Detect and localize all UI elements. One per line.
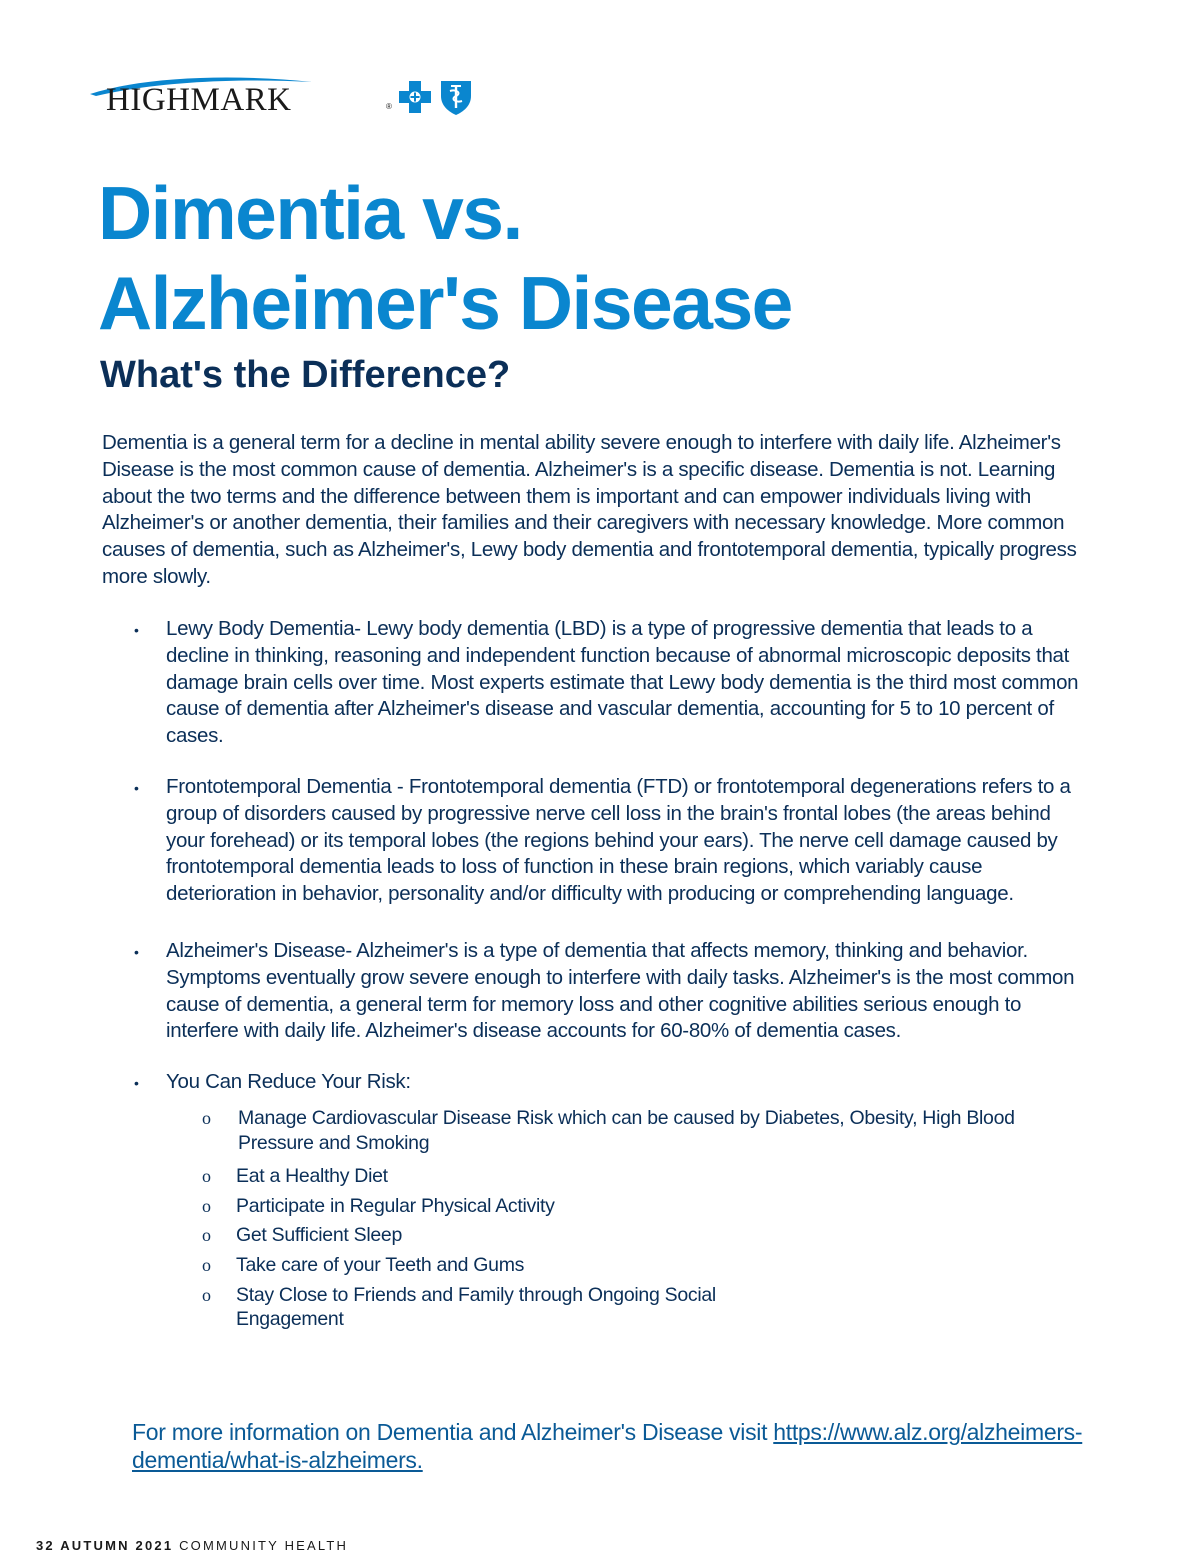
list-item xyxy=(130,774,1090,908)
circle-bullet-icon: o xyxy=(202,1284,211,1305)
bullet-icon: • xyxy=(134,779,139,796)
risk-item xyxy=(202,1223,1090,1248)
risk-item xyxy=(202,1164,1090,1189)
circle-bullet-icon: o xyxy=(202,1107,211,1128)
list-item xyxy=(130,938,1090,1045)
risk-item xyxy=(202,1194,1090,1219)
more-info-text: For more information on Dementia and Alzheimer's Disease visit xyxy=(132,1419,774,1445)
alz-org-link[interactable]: https://www.alz.org/alzheimers-dementia/what-is-alzheimers. xyxy=(132,1419,1083,1473)
risk-item-text: Get Sufficient Sleep xyxy=(236,1224,402,1247)
risk-item xyxy=(202,1283,776,1332)
bullet-icon: • xyxy=(134,1075,139,1092)
page-title xyxy=(98,168,792,348)
circle-bullet-icon: o xyxy=(202,1195,211,1216)
intro-paragraph: Dementia is a general term for a decline in mental ability severe enough to interfere with daily life. Alzheimer's Disease is the most common cause of dementia. Alzheimer's is a specific disease. Dementia is not. Learning about the two terms and the difference between them is important and can empower individuals living with Alzheimer's or another dementia, their families and their caregivers with necessary knowledge. More common causes of dementia, such as Alzheimer's, Lewy body dementia and frontotemporal dementia, typically progress more slowly. xyxy=(102,431,1077,588)
list-item xyxy=(130,1069,1090,1332)
bullet-icon: • xyxy=(134,622,139,638)
page-subtitle: What's the Difference? xyxy=(100,354,511,396)
page-footer xyxy=(36,1538,348,1553)
more-info-paragraph xyxy=(132,1418,1092,1474)
circle-bullet-icon: o xyxy=(202,1254,211,1275)
circle-bullet-icon: o xyxy=(202,1225,211,1246)
dementia-types-list xyxy=(130,616,1090,1337)
bullet-text-lewy-body: Lewy Body Dementia- Lewy body dementia (LBD) is a type of progressive dementia that leads to a decline in thinking, reasoning and independent function because of abnormal microscopic deposits that damage brain cells over time. Most experts estimate that Lewy body dementia is the third most common cause of dementia after Alzheimer's disease and vascular dementia, accounting for 5 to 10 percent of cases. xyxy=(166,617,1079,748)
risk-reduction-list xyxy=(166,1106,1090,1332)
blue-cross-icon xyxy=(398,80,432,114)
title-line-2: Alzheimer's Disease xyxy=(98,261,792,345)
list-item xyxy=(130,616,1090,750)
footer-issue: 32 AUTUMN 2021 xyxy=(36,1538,174,1553)
risk-item xyxy=(202,1106,1090,1155)
bullet-text-frontotemporal: Frontotemporal Dementia - Frontotemporal dementia (FTD) or frontotemporal degenerations refers to a group of disorders caused by progressive nerve cell loss in the brain's frontal lobes (the areas behind your forehead) or its temporal lobes (the regions behind your ears). The nerve cell damage caused by frontotemporal dementia leads to loss of function in these brain regions, which variably cause deterioration in behavior, personality and/or difficulty with producing or comprehending language. xyxy=(166,774,1071,906)
risk-item xyxy=(202,1253,1090,1278)
logo-wordmark: HIGHMARK xyxy=(106,82,292,118)
bullet-text-alzheimers: Alzheimer's Disease- Alzheimer's is a type of dementia that affects memory, thinking and behavior. Symptoms eventually grow severe enough to interfere with daily tasks. Alzheimer's is the most common cause of dementia, a general term for memory loss and other cognitive abilities serious enough to interfere with daily life. Alzheimer's disease accounts for 60-80% of dementia cases. xyxy=(166,938,1075,1043)
bullet-icon: • xyxy=(134,943,139,960)
risk-item-text: Participate in Regular Physical Activity xyxy=(236,1194,555,1217)
risk-item-text: Manage Cardiovascular Disease Risk which can be caused by Diabetes, Obesity, High Blood Pressure and Smoking xyxy=(238,1106,1015,1154)
risk-item-text: Eat a Healthy Diet xyxy=(236,1165,388,1188)
bullet-text-reduce-risk: You Can Reduce Your Risk: xyxy=(166,1070,411,1094)
registered-mark: ® xyxy=(386,102,392,111)
circle-bullet-icon: o xyxy=(202,1166,211,1187)
risk-item-text: Stay Close to Friends and Family through Ongoing Social Engagement xyxy=(236,1283,716,1331)
footer-section: COMMUNITY HEALTH xyxy=(179,1538,349,1553)
risk-item-text: Take care of your Teeth and Gums xyxy=(236,1253,525,1276)
title-line-1: Dimentia vs. xyxy=(98,171,522,255)
blue-shield-icon xyxy=(438,78,474,116)
